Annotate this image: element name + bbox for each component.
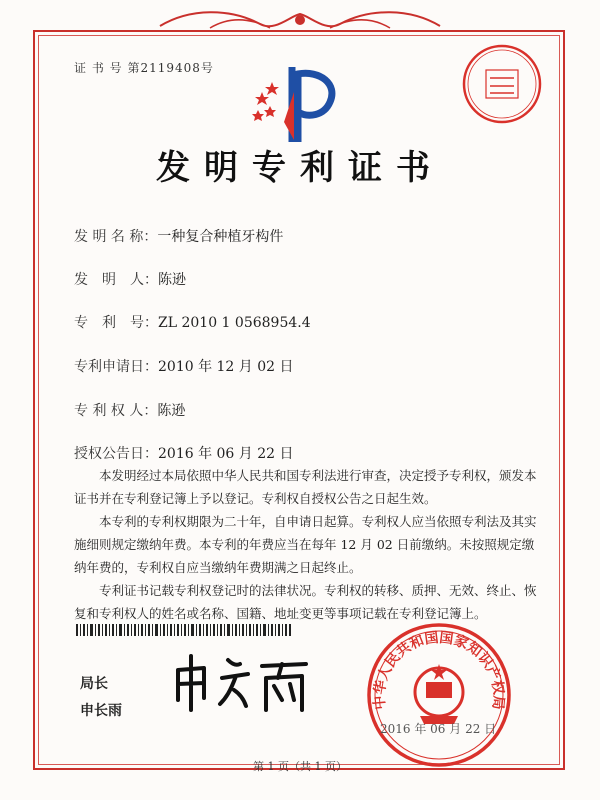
grant-date-label: 授权公告日： [74, 446, 158, 462]
filing-date-label: 专利申请日： [74, 359, 158, 375]
director-title: 局长 [80, 676, 108, 692]
inventor-label: 发 明 人： [74, 272, 158, 288]
invention-name-value: 一种复合种植牙构件 [157, 229, 284, 245]
director-name: 申长雨 [80, 703, 122, 719]
patent-number-label: 专 利 号： [74, 315, 158, 331]
grant-date-row [74, 443, 294, 463]
filing-date-row [74, 356, 294, 376]
top-ornament-icon [150, 6, 450, 34]
patentee-row [74, 400, 185, 420]
patentee-label: 专 利 权 人： [74, 403, 158, 419]
national-ip-office-seal-icon [364, 620, 514, 770]
official-seal-icon [460, 42, 544, 126]
inventor-value: 陈逊 [158, 272, 186, 288]
invention-name-row [74, 226, 283, 246]
certificate-title: 发明专利证书 [156, 148, 444, 188]
barcode-icon [76, 624, 291, 636]
seal-text: 中华人民共和国国家知识产权局 [371, 629, 507, 711]
patent-office-logo-icon [250, 62, 340, 142]
body-paragraph-1: 本发明经过本局依照中华人民共和国专利法进行审查，决定授予专利权，颁发本证书并在专利登记簿上予以登记。专利权自授权公告之日起生效。 [74, 468, 537, 506]
certificate-body [74, 464, 544, 625]
grant-date-value: 2016 年 06 月 22 日 [158, 446, 294, 462]
filing-date-value: 2010 年 12 月 02 日 [158, 359, 294, 375]
invention-name-label: 发 明 名 称： [74, 229, 158, 245]
page-number: 第 1 页（共 1 页） [253, 760, 347, 773]
certificate-number: 证 书 号 第2119408号 [74, 61, 214, 75]
seal-date: 2016 年 06 月 22 日 [380, 722, 497, 736]
patentee-value: 陈逊 [157, 403, 186, 419]
patent-number-value: ZL 2010 1 0568954.4 [158, 315, 311, 331]
director-signature-icon [170, 648, 310, 718]
inventor-row [74, 269, 186, 289]
body-paragraph-2: 本专利的专利权期限为二十年，自申请日起算。专利权人应当依照专利法及其实施细则规定缴纳年费。本专利的年费应当在每年 12 月 02 日前缴纳。未按照规定缴纳年费的，专利权自应当缴纳年费期满之日起终止。 [74, 514, 537, 575]
body-paragraph-3: 专利证书记载专利权登记时的法律状况。专利权的转移、质押、无效、终止、恢复和专利权人的姓名或名称、国籍、地址变更等事项记载在专利登记簿上。 [74, 583, 537, 621]
patent-number-row [74, 312, 311, 332]
